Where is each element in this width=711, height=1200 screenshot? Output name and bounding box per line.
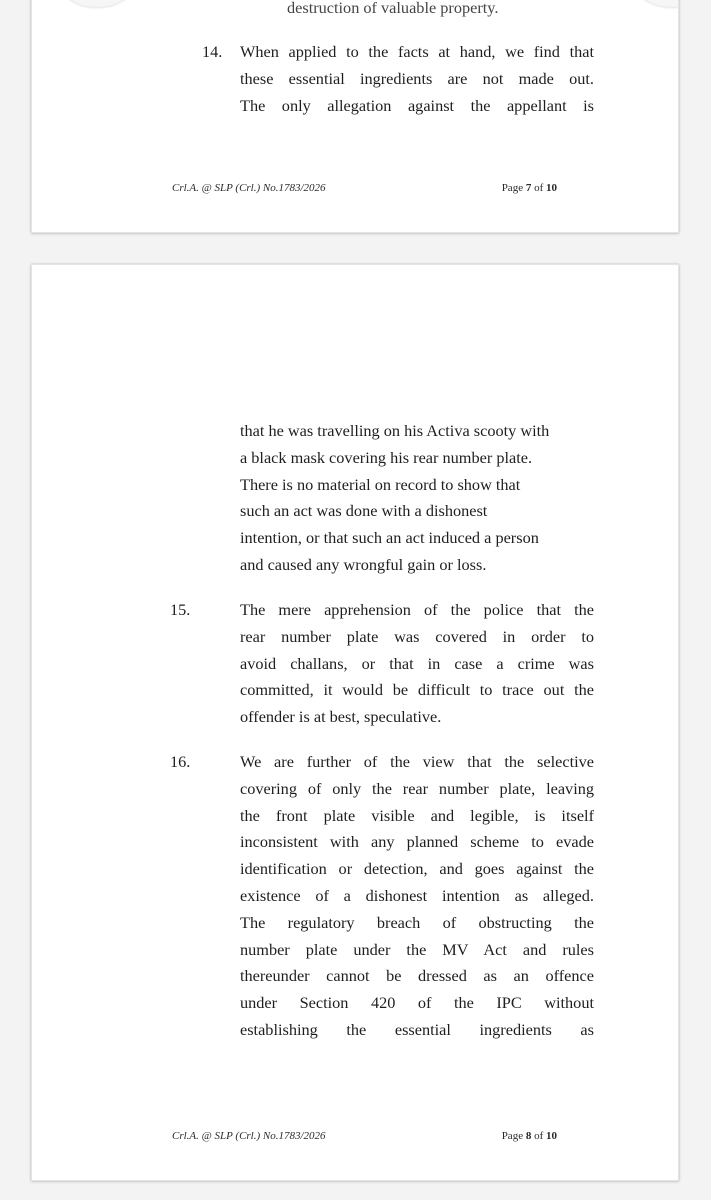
text-line: When applied to the facts at hand, we find that (240, 42, 594, 61)
text-line: such an act was done with a dishonest (240, 501, 488, 521)
paragraph-number-14: 14. (202, 42, 223, 61)
footer-of-label: of (534, 1130, 544, 1142)
continued-text-fragment: destruction of valuable property. (287, 0, 499, 17)
text-line: The mere apprehension of the police that the (240, 600, 594, 619)
text-line: There is no material on record to show that (240, 474, 521, 494)
paragraph-number-16: 16. (170, 752, 191, 771)
text-line: intention, or that such an act induced a person (240, 528, 539, 548)
text-line: offender is at best, speculative. (240, 707, 442, 727)
footer-page-label: Page (501, 182, 524, 194)
text-line: We are further of the view that the selective (240, 752, 594, 771)
footer-page-label: Page (501, 1130, 524, 1142)
paragraph-number-15: 15. (170, 600, 191, 619)
text-line: the front plate visible and legible, is itself (240, 805, 594, 825)
footer-of-label: of (534, 182, 544, 194)
text-line: thereunder cannot be dressed as an offence (240, 966, 594, 986)
footer-case-number: Crl.A. @ SLP (Crl.) No.1783/2026 (172, 1130, 326, 1142)
text-line: under Section 420 of the IPC without (240, 993, 594, 1013)
footer-page-total: 10 (546, 1130, 557, 1142)
text-line: existence of a dishonest intention as alleged. (240, 885, 594, 905)
scroll-up-control-right[interactable] (632, 0, 679, 7)
footer-page-indicator (502, 182, 557, 194)
text-line: The regulatory breach of obstructing the (240, 912, 594, 932)
text-line: rear number plate was covered in order to (240, 626, 594, 646)
text-line: and caused any wrongful gain or loss. (240, 554, 487, 574)
footer-page-indicator (502, 1130, 557, 1142)
text-line: inconsistent with any planned scheme to evade (240, 832, 594, 852)
text-line: these essential ingredients are not made out. (240, 68, 594, 88)
footer-page-current: 8 (525, 1130, 532, 1142)
scroll-up-control-left[interactable] (57, 0, 137, 7)
text-line: number plate under the MV Act and rules (240, 939, 594, 959)
text-line: that he was travelling on his Activa scooty with (240, 421, 550, 440)
paragraph-14-lines (240, 39, 594, 119)
paragraph-14-continued (240, 418, 594, 579)
text-line: committed, it would be difficult to trace out the (240, 680, 594, 700)
text-line: covering of only the rear number plate, leaving (240, 778, 594, 798)
text-line: establishing the essential ingredients as (240, 1019, 594, 1039)
text-line: a black mask covering his rear number plate. (240, 447, 533, 467)
text-line: identification or detection, and goes against the (240, 859, 594, 879)
footer-page-total: 10 (546, 182, 557, 194)
document-page-7 (31, 0, 679, 233)
document-page-8 (31, 264, 679, 1181)
text-line: The only allegation against the appellant is (240, 95, 594, 115)
paragraph-15-lines (240, 597, 594, 731)
text-line: avoid challans, or that in case a crime was (240, 653, 594, 673)
footer-case-number: Crl.A. @ SLP (Crl.) No.1783/2026 (172, 182, 326, 194)
paragraph-16-lines (240, 749, 594, 1044)
footer-page-current: 7 (525, 182, 532, 194)
